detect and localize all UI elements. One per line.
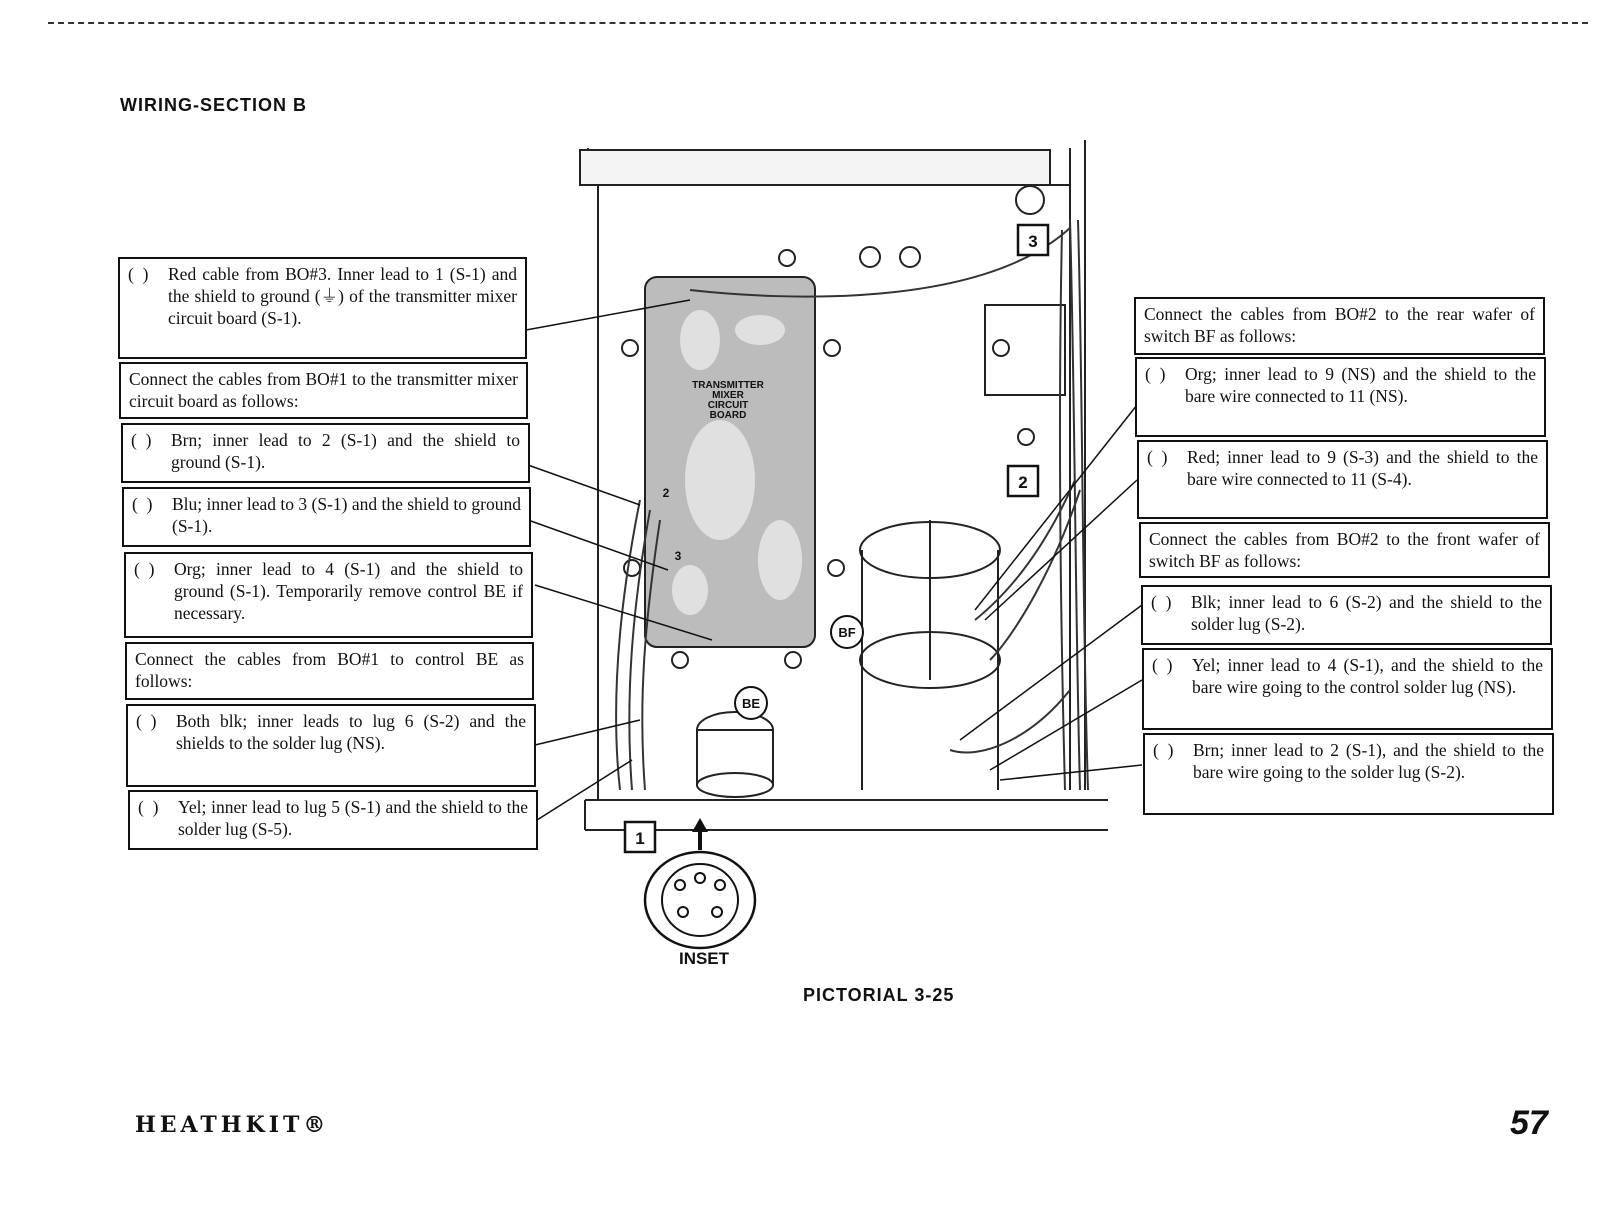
checkbox[interactable]: ( ) [1152,655,1173,675]
wire-number-2: 2 [662,486,670,500]
board-label-line-1: TRANSMITTER [692,380,764,391]
board-label-line-3: CIRCUIT [707,400,749,411]
instruction-item [121,423,530,483]
instruction-text: Brn; inner lead to 2 (S-1) and the shield to ground (S-1). [171,430,520,472]
page-number: 57 [1510,1104,1548,1142]
checkbox[interactable]: ( ) [1153,740,1174,760]
instruction-text: Blu; inner lead to 3 (S-1) and the shield to ground (S-1). [172,494,521,536]
instruction-item [122,487,531,547]
instruction-text: Red; inner lead to 9 (S-3) and the shield to the bare wire connected to 11 (S-4). [1187,447,1538,489]
instruction-text: Org; inner lead to 4 (S-1) and the shield to ground (S-1). Temporarily remove control BE if necessary. [174,559,523,623]
checkbox[interactable]: ( ) [134,559,155,579]
board-label-line-2: MIXER [712,390,744,401]
instruction-text: Yel; inner lead to lug 5 (S-1) and the shield to the solder lug (S-5). [178,797,528,839]
checkbox[interactable]: ( ) [132,494,153,514]
instruction-item [1143,733,1554,815]
instruction-text: Blk; inner lead to 6 (S-2) and the shield to the solder lug (S-2). [1191,592,1542,634]
wire-number-3: 3 [674,549,682,563]
instruction-group-header: Connect the cables from BO#1 to the transmitter mixer circuit board as follows: [119,362,528,419]
label-bf: BF [838,625,856,640]
checkbox[interactable]: ( ) [136,711,157,731]
instruction-group-header: Connect the cables from BO#1 to control BE as follows: [125,642,534,700]
board-label-line-4: BOARD [709,410,747,421]
instruction-item [1135,357,1546,437]
checkbox[interactable]: ( ) [138,797,159,817]
section-title: WIRING-SECTION B [120,95,307,115]
checkbox[interactable]: ( ) [131,430,152,450]
inset-label: INSET [678,949,730,968]
instruction-group-header: Connect the cables from BO#2 to the front wafer of switch BF as follows: [1139,522,1550,578]
instruction-item [128,790,538,850]
instruction-text: Org; inner lead to 9 (NS) and the shield to the bare wire connected to 11 (NS). [1185,364,1536,406]
instruction-text: Both blk; inner leads to lug 6 (S-2) and the shields to the solder lug (NS). [176,711,526,753]
checkbox[interactable]: ( ) [1147,447,1168,467]
instruction-item [118,257,527,359]
callout-3: 3 [1028,232,1038,251]
instruction-item [1142,648,1553,730]
instruction-item [124,552,533,638]
instruction-item [1137,440,1548,519]
instruction-text: Brn; inner lead to 2 (S-1), and the shield to the bare wire going to the solder lug (S-2). [1193,740,1544,782]
callout-2: 2 [1018,473,1028,492]
label-be: BE [741,696,761,711]
instruction-text: Yel; inner lead to 4 (S-1), and the shield to the bare wire going to the control solder lug (NS). [1192,655,1543,697]
instruction-item [126,704,536,787]
instruction-group-header: Connect the cables from BO#2 to the rear wafer of switch BF as follows: [1134,297,1545,355]
instruction-text: Red cable from BO#3. Inner lead to 1 (S-1) and the shield to ground (⏚) of the transmitter mixer circuit board (S-1). [168,264,517,328]
checkbox[interactable]: ( ) [1151,592,1172,612]
instruction-item [1141,585,1552,645]
callout-1: 1 [635,829,645,848]
checkbox[interactable]: ( ) [128,264,149,284]
brand-logo: HEATHKIT® [135,1112,330,1138]
figure-caption: PICTORIAL 3-25 [803,985,955,1005]
checkbox[interactable]: ( ) [1145,364,1166,384]
